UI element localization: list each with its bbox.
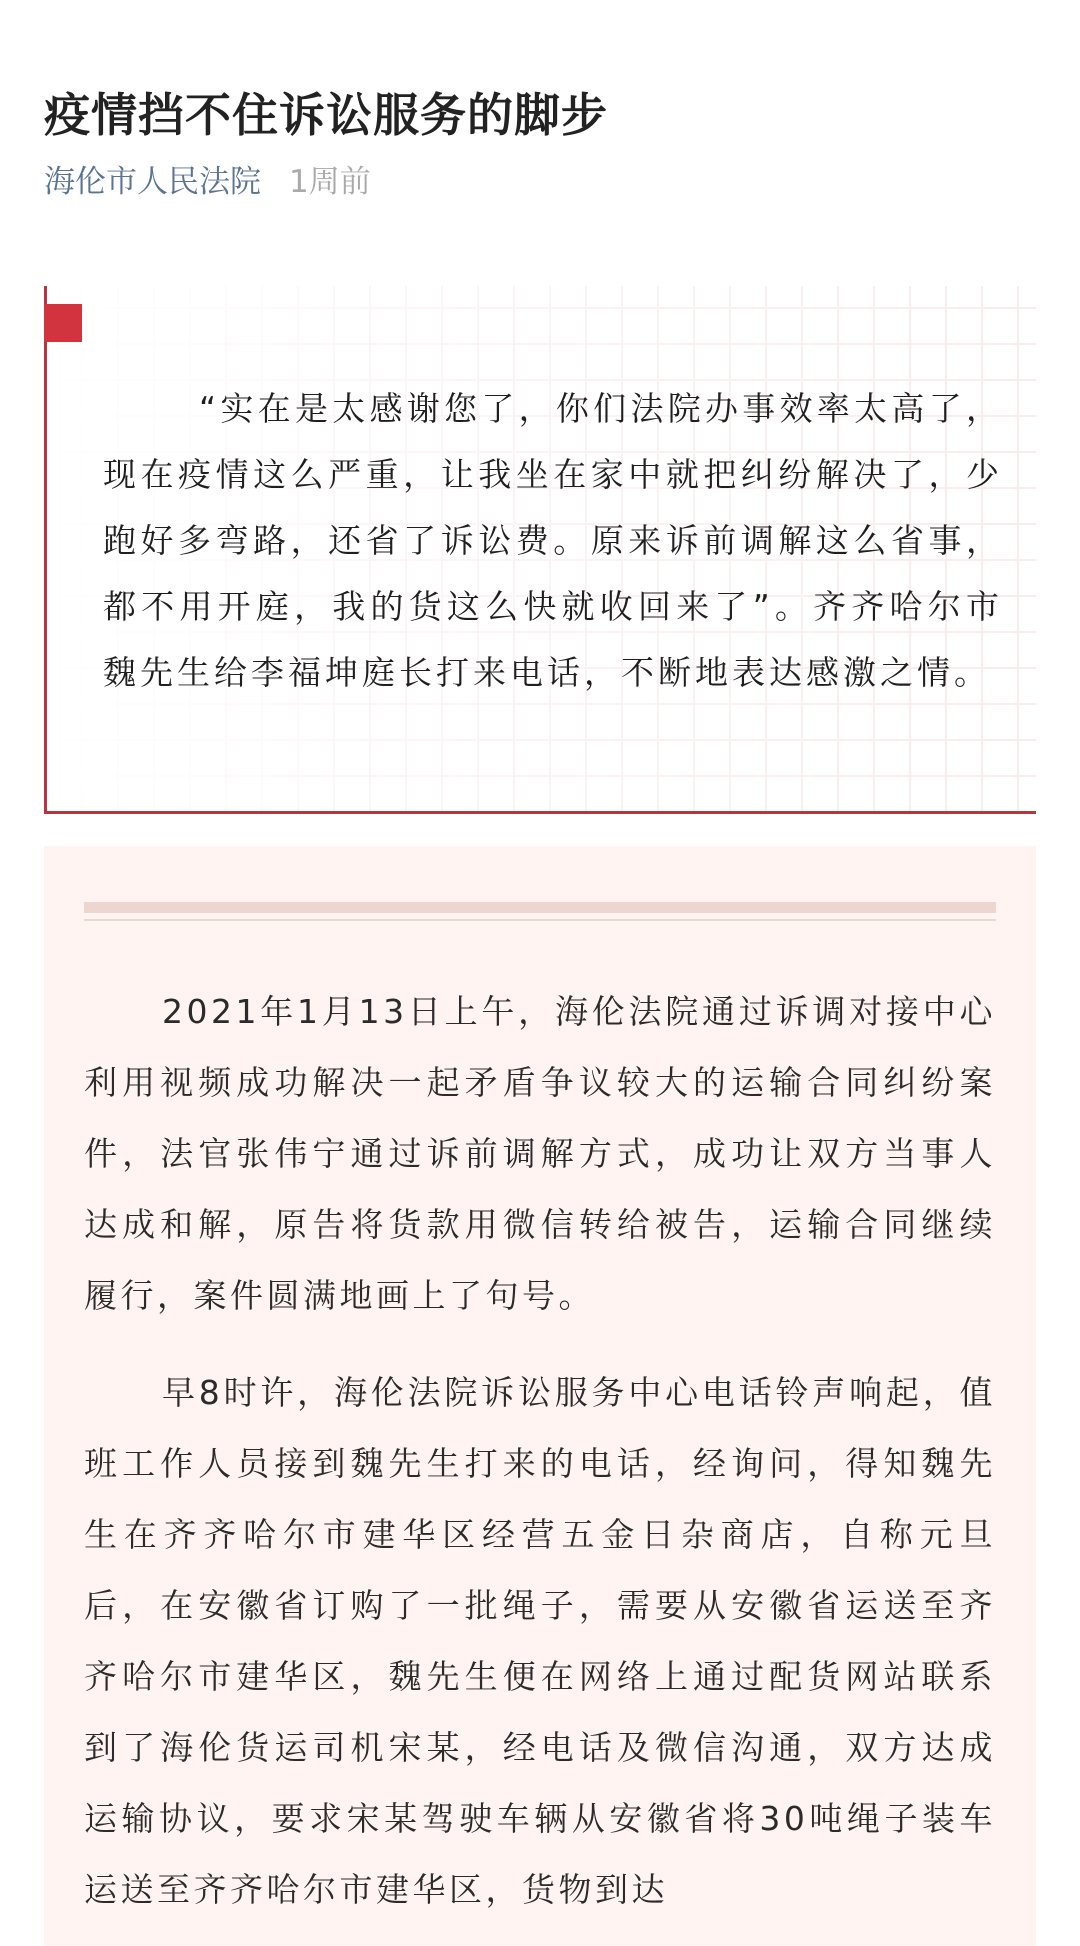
quote-card — [44, 286, 1036, 814]
divider-thick-line — [84, 902, 996, 913]
body-paragraph: 早8时许，海伦法院诉讼服务中心电话铃声响起，值班工作人员接到魏先生打来的电话，经询问，得知魏先生在齐齐哈尔市建华区经营五金日杂商店，自称元旦后，在安徽省订购了一批绳子，需要从安徽省运送至齐齐哈尔市建华区，魏先生便在网络上通过配货网站联系到了海伦货运司机宋某，经电话及微信沟通，双方达成运输协议，要求宋某驾驶车辆从安徽省将30吨绳子装车运送至齐齐哈尔市建华区，货物到达 — [84, 1373, 996, 1909]
article-body — [44, 846, 1036, 1946]
quote-text: “实在是太感谢您了，你们法院办事效率太高了，现在疫情这么严重，让我坐在家中就把纠纷解决了，少跑好多弯路，还省了诉讼费。原来诉前调解这么省事，都不用开庭，我的货这么快就收回来了”。齐齐哈尔市魏先生给李福坤庭长打来电话，不断地表达感激之情。 — [103, 389, 1003, 692]
quote-marker-decoration — [44, 304, 82, 342]
divider-thin-line — [84, 919, 996, 921]
publish-time: 1周前 — [289, 163, 371, 200]
section-divider — [84, 902, 996, 924]
author-link[interactable]: 海伦市人民法院 — [44, 163, 261, 200]
article-meta — [44, 156, 371, 200]
article-title: 疫情挡不住诉讼服务的脚步 — [44, 87, 608, 142]
body-paragraph: 2021年1月13日上午，海伦法院通过诉调对接中心利用视频成功解决一起矛盾争议较大的运输合同纠纷案件，法官张伟宁通过诉前调解方式，成功让双方当事人达成和解，原告将货款用微信转给被告，运输合同继续履行，案件圆满地画上了句号。 — [84, 992, 996, 1315]
